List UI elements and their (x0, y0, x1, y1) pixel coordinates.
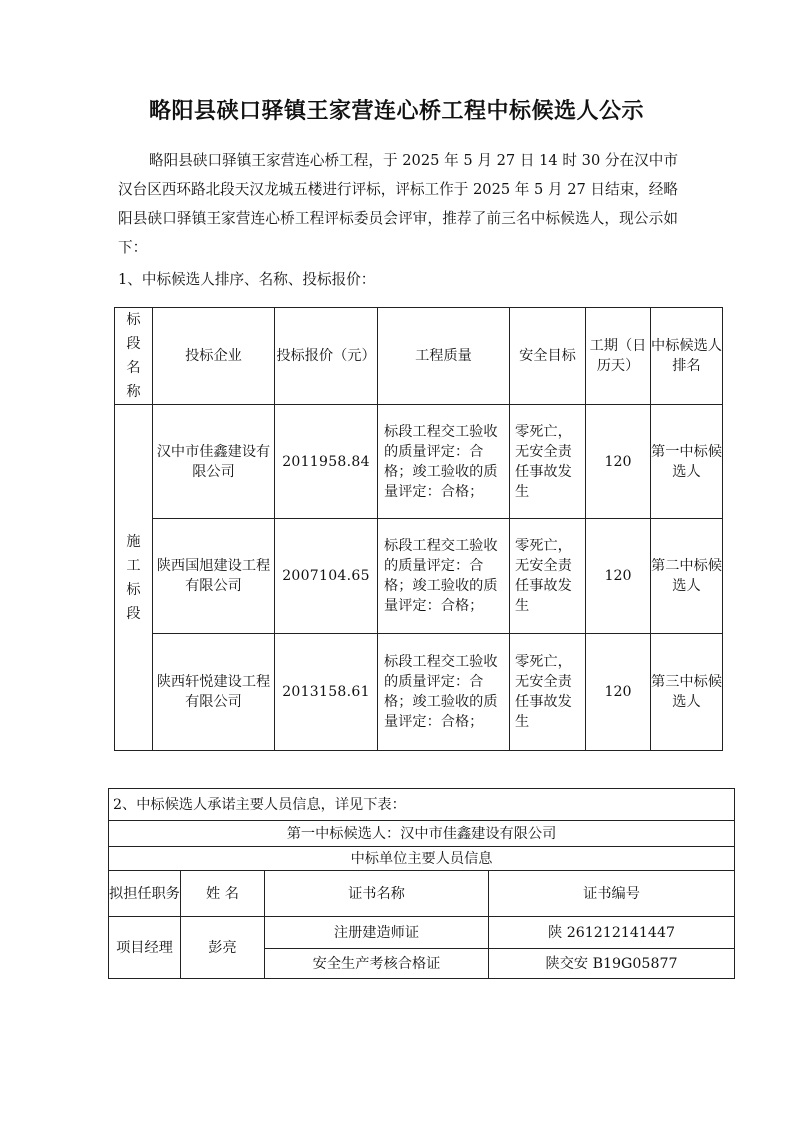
personnel-subtitle: 中标单位主要人员信息 (109, 847, 735, 871)
cert-no-cell: 陕 261212141447 (489, 917, 735, 949)
company-cell: 陕西轩悦建设工程有限公司 (153, 634, 275, 751)
header-company: 投标企业 (153, 308, 275, 405)
header-period: 工期（日历天） (586, 308, 651, 405)
candidate-name: 第一中标候选人：汉中市佳鑫建设有限公司 (109, 821, 735, 847)
rank-cell: 第一中标候选人 (651, 405, 723, 519)
header-safety: 安全目标 (510, 308, 586, 405)
rank-cell: 第三中标候选人 (651, 634, 723, 751)
person-name-cell: 彭亮 (181, 917, 265, 979)
cert-no-cell: 陕交安 B19G05877 (489, 949, 735, 979)
table-row (115, 634, 723, 751)
header-cert-name: 证书名称 (265, 871, 489, 917)
role-cell: 项目经理 (109, 917, 181, 979)
quality-cell: 标段工程交工验收的质量评定：合格；竣工验收的质量评定：合格； (378, 634, 510, 751)
safety-cell: 零死亡，无安全责任事故发生 (510, 405, 586, 519)
cert-name-cell: 注册建造师证 (265, 917, 489, 949)
price-cell: 2007104.65 (275, 519, 378, 634)
section-name-cell: 施 工 标 段 (115, 405, 153, 751)
header-price: 投标报价（元） (275, 308, 378, 405)
period-cell: 120 (586, 519, 651, 634)
header-role: 拟担任职务 (109, 871, 181, 917)
safety-cell: 零死亡，无安全责任事故发生 (510, 519, 586, 634)
intro-paragraph: 略阳县硖口驿镇王家营连心桥工程，于 2025 年 5 月 27 日 14 时 30 分在汉中市汉台区西环路北段天汉龙城五楼进行评标，评标工作于 2025 年 5 月 27 日结束，经略阳县硖口驿镇王家营连心桥工程评标委员会评审，推荐了前三名中标候选人，现公示如下： (118, 152, 678, 256)
company-cell: 汉中市佳鑫建设有限公司 (153, 405, 275, 519)
subtitle-row (109, 847, 735, 871)
section-2-heading: 2、中标候选人承诺主要人员信息，详见下表： (109, 789, 735, 821)
bid-table-header-row (115, 308, 723, 405)
quality-cell: 标段工程交工验收的质量评定：合格；竣工验收的质量评定：合格； (378, 519, 510, 634)
table-row (115, 519, 723, 634)
table-row (109, 917, 735, 949)
rank-cell: 第二中标候选人 (651, 519, 723, 634)
key-personnel-table (108, 788, 735, 979)
safety-cell: 零死亡，无安全责任事故发生 (510, 634, 586, 751)
period-cell: 120 (586, 405, 651, 519)
bid-candidates-table (114, 307, 723, 751)
quality-cell: 标段工程交工验收的质量评定：合格；竣工验收的质量评定：合格； (378, 405, 510, 519)
table-row (115, 405, 723, 519)
page-title: 略阳县硖口驿镇王家营连心桥工程中标候选人公示 (148, 98, 644, 124)
personnel-header-row (109, 871, 735, 917)
header-name: 姓 名 (181, 871, 265, 917)
company-cell: 陕西国旭建设工程有限公司 (153, 519, 275, 634)
header-cert-no: 证书编号 (489, 871, 735, 917)
header-quality: 工程质量 (378, 308, 510, 405)
period-cell: 120 (586, 634, 651, 751)
section-1-heading: 1、中标候选人排序、名称、投标报价： (118, 271, 376, 288)
price-cell: 2013158.61 (275, 634, 378, 751)
cert-name-cell: 安全生产考核合格证 (265, 949, 489, 979)
header-section: 标 段 名 称 (115, 308, 153, 405)
candidate-row (109, 821, 735, 847)
header-rank: 中标候选人排名 (651, 308, 723, 405)
price-cell: 2011958.84 (275, 405, 378, 519)
personnel-note-row (109, 789, 735, 821)
